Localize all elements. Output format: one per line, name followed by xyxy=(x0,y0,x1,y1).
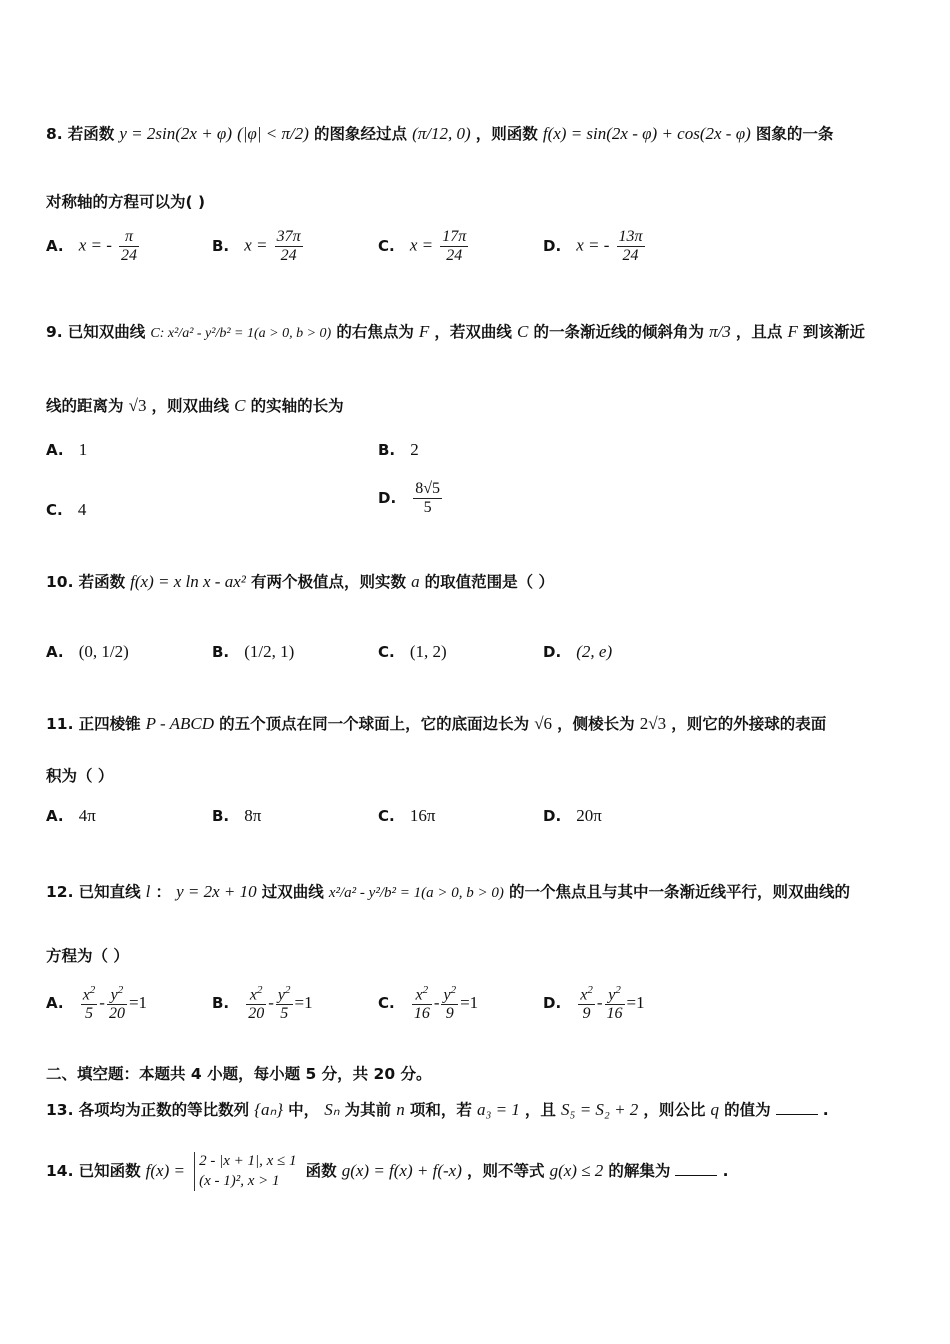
q10-option-b[interactable] xyxy=(212,642,294,662)
option-label: D. xyxy=(378,488,397,507)
q9-text: 线的距离为 xyxy=(46,397,124,415)
option-fraction xyxy=(440,228,468,264)
option-label: D. xyxy=(543,643,562,661)
option-value: 1 xyxy=(78,440,88,459)
option-label: B. xyxy=(212,643,230,661)
option-value: 20π xyxy=(576,806,602,825)
option-label: A. xyxy=(46,993,64,1012)
option-label: B. xyxy=(212,236,230,255)
q10-option-c[interactable] xyxy=(378,642,447,662)
q13-text: 为其前 xyxy=(344,1101,392,1119)
q11-option-d[interactable] xyxy=(543,806,602,826)
q11-text: 的五个顶点在同一个球面上，它的底面边长为 xyxy=(219,715,530,733)
option-value: (1, 2) xyxy=(409,642,447,661)
q10-option-a[interactable] xyxy=(46,642,129,662)
option-fraction xyxy=(119,228,139,264)
option-lhs: x = xyxy=(244,235,268,255)
q12-option-a[interactable]: A. $\frac{x^2}{5}$ - $\frac{y^2}{20}$ =1 xyxy=(46,984,148,1022)
q14-piecewise xyxy=(194,1152,296,1191)
frac-den: 24 xyxy=(622,246,639,264)
option-label: A. xyxy=(46,236,64,255)
option-lhs: x = - xyxy=(78,235,112,255)
q10-number: 10. xyxy=(46,573,74,591)
frac-den: 5 xyxy=(423,498,432,516)
option-lhs: x = - xyxy=(576,235,610,255)
q10-text: 有两个极值点，则实数 xyxy=(250,573,406,591)
q9-angle: π/3 xyxy=(709,322,731,341)
q12-text: 方程为（ ） xyxy=(46,947,129,965)
frac-num: 17π xyxy=(442,228,467,245)
q13-text: 项和，若 xyxy=(409,1101,472,1119)
q11-line1 xyxy=(46,712,910,734)
option-label: A. xyxy=(46,643,64,661)
q12-option-b[interactable]: B. $\frac{x^2}{20}$ - $\frac{y^2}{5}$ =1 xyxy=(212,984,313,1022)
q11-option-b[interactable] xyxy=(212,806,261,826)
q12-option-d[interactable]: D. $\frac{x^2}{9}$ - $\frac{y^2}{16}$ =1 xyxy=(543,984,645,1022)
q11-text: ，则它的外接球的表面 xyxy=(671,715,827,733)
frac-den: 24 xyxy=(280,246,297,264)
q13-text: ，则公比 xyxy=(643,1101,706,1119)
q13-text: 的值为 xyxy=(724,1101,771,1119)
q9-hyperbola-expr: C: x²/a² - y²/b² = 1(a > 0, b > 0) xyxy=(150,326,332,341)
option-label: D. xyxy=(543,236,562,255)
q13-a3: a₃ = 1 xyxy=(476,1100,520,1119)
q9-line2 xyxy=(46,394,910,416)
q9-text: ，则双曲线 xyxy=(151,397,230,415)
frac-num: 8√5 xyxy=(415,480,441,497)
q9-curve: C xyxy=(234,396,246,415)
q14-g-expr: g(x) = f(x) + f(-x) xyxy=(341,1161,462,1180)
q14-text: . xyxy=(722,1162,729,1180)
section-title: 二、填空题：本题共 4 小题，每小题 5 分，共 20 分。 xyxy=(46,1065,432,1083)
q8-line1 xyxy=(46,122,910,144)
q9-text: 到该渐近 xyxy=(803,323,866,341)
option-fraction: $\frac{x^2}{16}$ xyxy=(413,984,430,1022)
q12-option-c[interactable]: C. $\frac{x^2}{16}$ - $\frac{y^2}{9}$ =1 xyxy=(378,984,479,1022)
frac-den: 24 xyxy=(120,246,137,264)
q14-piece2: (x - 1)², x > 1 xyxy=(199,1172,280,1189)
option-label: B. xyxy=(212,807,230,825)
option-label: D. xyxy=(543,993,562,1012)
frac-num: π xyxy=(119,228,139,247)
q10-text: 的取值范围是（ ） xyxy=(424,573,555,591)
option-fraction: $\frac{y^2}{5}$ xyxy=(277,984,291,1022)
q10-function-expr: f(x) = x ln x - ax² xyxy=(130,572,246,591)
q12-line1 xyxy=(46,880,910,902)
q12-number: 12. xyxy=(46,883,74,901)
q9-option-b[interactable] xyxy=(378,440,419,460)
q8-option-b[interactable] xyxy=(212,228,305,264)
q9-focus: F xyxy=(787,322,798,341)
option-label: B. xyxy=(212,993,230,1012)
q13-number: 13. xyxy=(46,1101,74,1119)
q9-text: 的一条渐近线的倾斜角为 xyxy=(533,323,704,341)
q14-number: 14. xyxy=(46,1162,74,1180)
q14-text: 函数 xyxy=(305,1162,337,1180)
q12-text: 已知直线 xyxy=(78,883,141,901)
q13-n: n xyxy=(396,1100,405,1119)
frac-num: 37π xyxy=(276,228,301,245)
q14-piece1: 2 - |x + 1|, x ≤ 1 xyxy=(199,1153,297,1169)
q8-function-expr: y = 2sin(2x + φ) xyxy=(119,124,232,143)
q8-text: 对称轴的方程可以为( ) xyxy=(46,193,206,211)
q9-option-c[interactable] xyxy=(46,500,86,520)
q10-variable: a xyxy=(411,572,420,591)
q9-text: ，若双曲线 xyxy=(434,323,512,341)
q14-text: 已知函数 xyxy=(78,1162,141,1180)
option-fraction: $\frac{x^2}{5}$ xyxy=(82,984,96,1022)
q9-text: 的实轴的长为 xyxy=(250,397,344,415)
q9-text: 的右焦点为 xyxy=(336,323,414,341)
frac-den: 24 xyxy=(446,246,463,264)
q11-option-a[interactable] xyxy=(46,806,96,826)
q12-text: 过双曲线 xyxy=(261,883,324,901)
q13-answer-blank[interactable] xyxy=(776,1113,818,1115)
q11-option-c[interactable] xyxy=(378,806,435,826)
q13-text: . xyxy=(822,1101,829,1119)
option-label: A. xyxy=(46,807,64,825)
q14-text: ，则不等式 xyxy=(466,1162,545,1180)
q14-answer-blank[interactable] xyxy=(675,1174,717,1176)
q13-sequence: {aₙ} xyxy=(254,1100,284,1119)
option-value: (1/2, 1) xyxy=(244,642,295,661)
q14-text: 的解集为 xyxy=(608,1162,671,1180)
q9-option-d[interactable] xyxy=(378,480,444,516)
option-fraction: $\frac{x^2}{20}$ xyxy=(248,984,265,1022)
option-label: C. xyxy=(378,993,395,1012)
q8-text: 的图象经过点 xyxy=(313,125,407,143)
q13-line1 xyxy=(46,1098,910,1120)
option-lhs: x = xyxy=(409,235,434,255)
option-value: (2, e) xyxy=(576,642,613,661)
q12-line-expr: y = 2x + 10 xyxy=(176,882,257,901)
q12-text: 的一个焦点且与其中一条渐近线平行，则双曲线的 xyxy=(508,883,850,901)
q11-text: 积为（ ） xyxy=(46,767,114,785)
option-label: C. xyxy=(46,501,63,519)
frac-den: 20 xyxy=(248,1004,265,1022)
q12-text: ： xyxy=(155,883,172,901)
frac-den: 16 xyxy=(413,1004,430,1022)
q8-line2 xyxy=(46,190,910,212)
option-label: A. xyxy=(46,441,64,459)
option-fraction: $\frac{y^2}{9}$ xyxy=(443,984,457,1022)
option-fraction xyxy=(413,480,442,516)
q14-line1 xyxy=(46,1152,910,1191)
q8-point: (π/12, 0) xyxy=(412,124,471,143)
frac-den: 9 xyxy=(445,1004,454,1022)
q11-edge-length: 2√3 xyxy=(639,714,667,733)
option-label: B. xyxy=(378,441,396,459)
q8-text: ，则函数 xyxy=(475,125,538,143)
frac-den: 5 xyxy=(280,1004,289,1022)
option-value: 2 xyxy=(410,440,419,459)
q11-pyramid: P - ABCD xyxy=(145,714,214,733)
option-label: C. xyxy=(378,807,395,825)
q13-relation: S₅ = S₂ + 2 xyxy=(561,1100,639,1119)
q14-inequality: g(x) ≤ 2 xyxy=(549,1161,604,1180)
q13-text: 各项均为正数的等比数列 xyxy=(78,1101,250,1119)
option-fraction xyxy=(617,228,645,264)
option-value: (0, 1/2) xyxy=(78,642,129,661)
q9-line1 xyxy=(46,320,910,342)
option-fraction: $\frac{y^2}{20}$ xyxy=(108,984,125,1022)
q8-condition: (|φ| < π/2) xyxy=(237,124,309,143)
q9-focus: F xyxy=(418,322,430,341)
q12-hyperbola-expr: x²/a² - y²/b² = 1(a > 0, b > 0) xyxy=(328,885,504,901)
frac-num: 13π xyxy=(618,228,643,245)
q13-text: ，且 xyxy=(524,1101,556,1119)
option-label: C. xyxy=(378,236,395,255)
q11-line2 xyxy=(46,764,910,786)
frac-den: 9 xyxy=(582,1004,591,1022)
q13-ratio: q xyxy=(710,1100,719,1119)
q11-text: ，侧棱长为 xyxy=(557,715,635,733)
option-value: 16π xyxy=(409,806,436,825)
q10-text: 若函数 xyxy=(78,573,126,591)
q11-text: 正四棱锥 xyxy=(78,715,141,733)
q8-text: 图象的一条 xyxy=(755,125,834,143)
q8-function-expr2: f(x) = sin(2x - φ) + cos(2x - φ) xyxy=(542,124,751,143)
q11-side-length: √6 xyxy=(534,714,553,733)
option-fraction xyxy=(275,228,303,264)
section-heading xyxy=(46,1062,910,1084)
frac-den: 5 xyxy=(84,1004,93,1022)
q8-number: 8. xyxy=(46,125,63,143)
option-value: 4π xyxy=(78,806,96,825)
option-fraction: $\frac{y^2}{16}$ xyxy=(606,984,623,1022)
option-value: 4 xyxy=(77,500,87,519)
q9-option-a[interactable] xyxy=(46,440,87,460)
q14-function-name: f(x) = xyxy=(145,1161,185,1180)
q9-number: 9. xyxy=(46,323,63,341)
q8-option-a[interactable] xyxy=(46,228,141,264)
option-label: D. xyxy=(543,807,562,825)
q11-number: 11. xyxy=(46,715,74,733)
q9-distance: √3 xyxy=(128,396,147,415)
q13-sum: Sₙ xyxy=(324,1100,340,1119)
frac-den: 20 xyxy=(108,1004,125,1022)
option-fraction: $\frac{x^2}{9}$ xyxy=(580,984,593,1022)
frac-den: 16 xyxy=(606,1004,623,1022)
q9-text: ，且点 xyxy=(735,323,783,341)
q9-curve: C xyxy=(517,322,529,341)
q10-line1 xyxy=(46,570,910,592)
option-value: 8π xyxy=(244,806,262,825)
q12-line-name: l xyxy=(145,882,151,901)
q9-text: 已知双曲线 xyxy=(67,323,146,341)
option-label: C. xyxy=(378,643,395,661)
q8-text: 若函数 xyxy=(67,125,115,143)
q8-option-c[interactable] xyxy=(378,228,470,264)
q8-option-d[interactable] xyxy=(543,228,647,264)
q10-option-d[interactable] xyxy=(543,642,612,662)
q13-text: 中， xyxy=(288,1101,320,1119)
q12-line2 xyxy=(46,944,910,966)
